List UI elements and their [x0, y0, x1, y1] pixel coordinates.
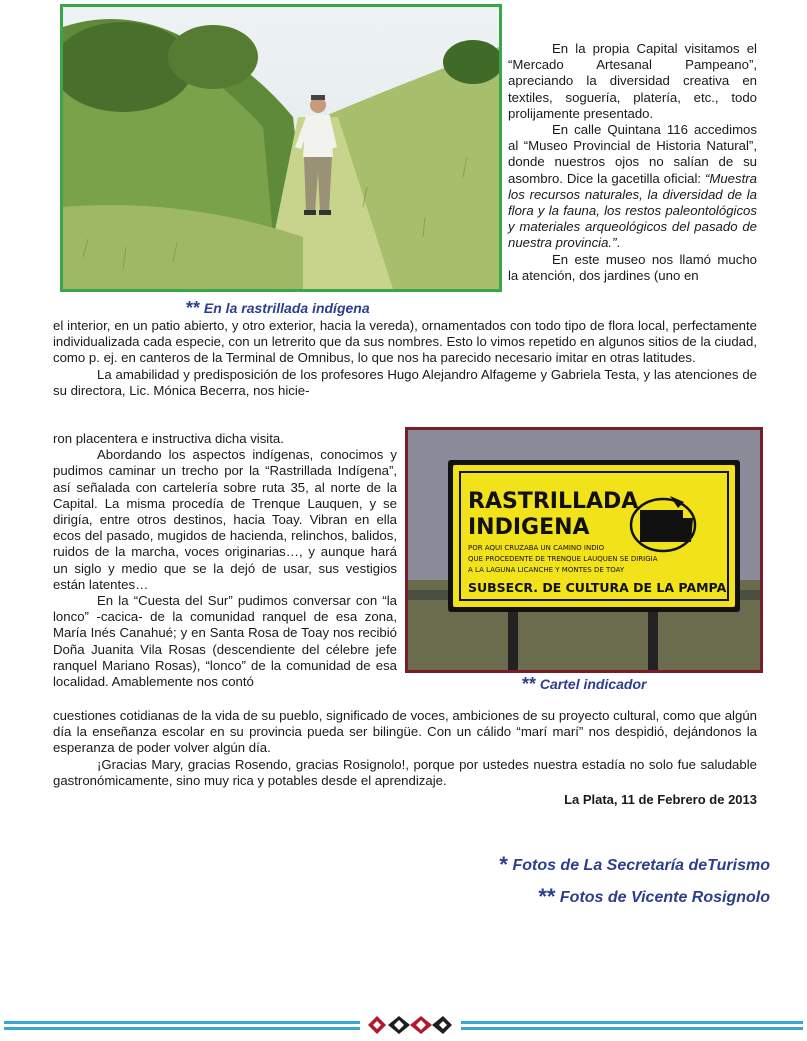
- photo-sign-illustration: [408, 430, 760, 670]
- credit-stars: **: [538, 884, 556, 909]
- full-width-text-2: [53, 708, 757, 789]
- paragraph-cuestiones: cuestiones cotidianas de la vida de su pueblo, significado de voces, ambiciones de su proyecto cultural, como que algún día la enseñanza escolar en su provincia pueda ser bilingüe. Con un cálido “marí marí” nos despidió, dejándonos la esperanza de poder volver algún día.: [53, 708, 757, 756]
- full-width-text-1: [53, 318, 757, 399]
- credit-turismo: [380, 852, 770, 878]
- sign-bottom: SUBSECR. DE CULTURA DE LA PAMPA: [468, 580, 727, 595]
- caption-text: En la rastrillada indígena: [203, 300, 370, 316]
- photo-rastrillada-indigena: [60, 4, 502, 292]
- footer-ornament: [366, 1014, 454, 1036]
- date-line: La Plata, 11 de Febrero de 2013: [564, 792, 757, 807]
- paragraph-jardines: el interior, en un patio abierto, y otro exterior, hacia la vereda), ornamentados con todo tipo de flora local, perfectamente individualizada cada especie, con un letrerito que da sus nombres. Esto lo vimos repetido en algunos sitios de la ciudad, como p. ej. en canteros de la Terminal de Omnibus, lo que nos ha parecido necesario imitar en otras latitudes.: [53, 318, 757, 366]
- photo-cartel-indicador: [405, 427, 763, 673]
- paragraph-amabilidad: La amabilidad y predisposición de los profesores Hugo Alejandro Alfageme y Gabriela Testa, y las atenciones de su directora, Lic. Mónica Becerra, nos hicie-: [53, 366, 757, 398]
- sign-small-3: A LA LAGUNA LICANCHE Y MONTES DE TOAY: [468, 566, 625, 574]
- paragraph-museo-jardines-start: En este museo nos llamó mucho la atención, dos jardines (uno en: [508, 251, 757, 283]
- photo-rastrillada-illustration: [63, 7, 499, 289]
- right-column-text: [508, 41, 757, 284]
- caption-photo-1: [186, 298, 370, 319]
- paragraph-lonco: En la “Cuesta del Sur” pudimos conversar con “la lonco” -cacica- de la comunidad ranquel de esa zona, María Inés Canahué; y en Santa Rosa de Toay nos recibió Doña Juanita Vila Rosas (descendiente del célebre jefe ranquel Mariano Rosas), “lonco” de la comunidad de esa localidad. Amablemente nos contó: [53, 593, 397, 690]
- sign-line-2: INDIGENA: [468, 515, 590, 540]
- sign-small-1: POR AQUI CRUZABA UN CAMINO INDIO: [468, 544, 605, 552]
- paragraph-gracias: ¡Gracias Mary, gracias Rosendo, gracias Rosignolo!, porque por ustedes nuestra estadía no solo fue saludable gastronómicamente, sino muy rica y potables desde el aprendizaje.: [53, 756, 757, 788]
- credit-text: Fotos de Vicente Rosignolo: [559, 889, 770, 906]
- paragraph-visita: ron placentera e instructiva dicha visita.: [53, 431, 284, 446]
- credit-rosignolo: [380, 884, 770, 910]
- credit-stars: *: [499, 852, 508, 877]
- caption-stars: **: [186, 298, 201, 318]
- sign-small-2: QUE PROCEDENTE DE TRENQUE LAUQUEN SE DIRIGIA: [468, 555, 658, 563]
- caption-stars: **: [522, 674, 537, 694]
- caption-text: Cartel indicador: [539, 676, 647, 692]
- paragraph-museo: [508, 122, 757, 252]
- paragraph-indigenas: Abordando los aspectos indígenas, conocimos y pudimos caminar un trecho por la “Rastrillada Indígena”, así señalada con cartelería sobre ruta 35, al norte de la Capital. La misma procedía de Trenque Lauquen, y se dirigía, entre otros destinos, hacia Toay. Vibran en ella ecos del pasado, mugidos de hacienda, relinchos, balidos, ruidos de la marcha, voces originarias…, y aunque hará un siglo y medio que se la dejó de usar, sus vestigios están latentes…: [53, 447, 397, 592]
- caption-photo-2: [522, 674, 647, 695]
- paragraph-mercado: En la propia Capital visitamos el “Mercado Artesanal Pampeano”, apreciando la diversidad creativa en textiles, soguería, platería, etc., todo prolijamente presentado.: [508, 41, 757, 121]
- left-column-text: [53, 431, 397, 690]
- gacetilla-quote: “Muestra los recursos naturales, la diversidad de la flora y la fauna, los restos paleontológicos y materiales arqueológicos del pasado de nuestra provincia.”: [508, 170, 757, 251]
- credit-text: Fotos de La Secretaría deTurismo: [512, 857, 770, 874]
- quote-period: .: [616, 235, 621, 251]
- sign-line-1: RASTRILLADA: [468, 489, 639, 514]
- museo-text: En calle Quintana 116 accedimos al “Museo Provincial de Historia Natural”, donde nuestros ojos no salían de su asombro. Dice la gacetilla oficial:: [508, 122, 757, 186]
